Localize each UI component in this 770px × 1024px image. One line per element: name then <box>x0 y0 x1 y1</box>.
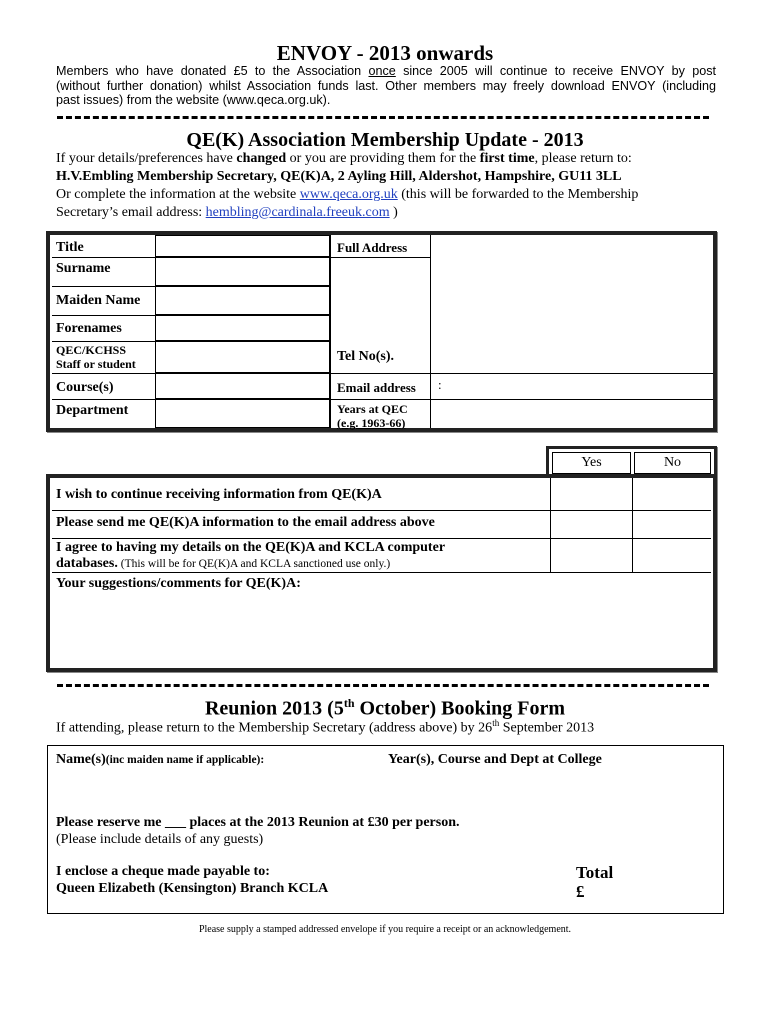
update-text: If your details/preferences have changed or you are providing them for the first time, please return to: H.V.Embling Membership Secretary, QE(K)A, 2 Ayling Hill, Aldershot, Hampshire, GU11 3LL Or complete the information at the website www.qeca.org.uk (this will be forwarded to the Membership Secretary’s email address: hembling@cardinala.freeuk.com ) <box>56 150 726 222</box>
department-label: Department <box>56 403 129 418</box>
details-form <box>46 231 717 432</box>
comments-label: Your suggestions/comments for QE(K)A: <box>56 576 301 591</box>
years-course-label: Year(s), Course and Dept at College <box>388 752 602 767</box>
total-label: Total £ <box>576 863 614 901</box>
reunion-title: Reunion 2013 (5th October) Booking Form <box>204 696 566 720</box>
years-field[interactable] <box>430 399 713 428</box>
divider-2 <box>57 684 709 687</box>
maiden-name-field[interactable] <box>155 286 330 315</box>
database-consent-no[interactable] <box>632 538 713 572</box>
no-header: No <box>634 452 711 474</box>
continue-info-question: I wish to continue receiving information from QE(K)A <box>56 487 382 502</box>
yes-no-header <box>546 446 717 477</box>
title-field[interactable] <box>155 235 330 257</box>
update-title: QE(K) Association Membership Update - 2013 <box>186 129 584 151</box>
department-field[interactable] <box>155 399 330 428</box>
years-course-field[interactable] <box>388 772 718 812</box>
full-address-label: Full Address <box>337 240 408 255</box>
comments-field[interactable] <box>52 594 711 666</box>
reserve-places-text: Please reserve me ___ places at the 2013 Reunion at £30 per person. <box>56 815 460 830</box>
guests-note: (Please include details of any guests) <box>56 832 264 847</box>
continue-info-yes[interactable] <box>550 478 632 510</box>
names-label: Name(s)(inc maiden name if applicable): <box>56 752 265 767</box>
surname-label: Surname <box>56 261 111 276</box>
preferences-form <box>46 474 717 672</box>
email-link[interactable]: hembling@cardinala.freeuk.com <box>205 205 390 220</box>
email-info-yes[interactable] <box>550 510 632 538</box>
courses-field[interactable] <box>155 373 330 399</box>
yes-header: Yes <box>552 452 631 474</box>
names-field[interactable] <box>56 772 376 812</box>
email-colon: : <box>438 377 442 392</box>
divider-1 <box>57 116 709 119</box>
total-amount-field[interactable] <box>596 882 706 902</box>
booking-form <box>47 745 724 914</box>
database-consent-question: I agree to having my details on the QE(K)A and KCLA computer databases. (This will be for QE(K)A and KCLA sanctioned use only.) <box>56 540 446 571</box>
qec-field[interactable] <box>155 341 330 373</box>
envoy-text: Members who have donated £5 to the Association once since 2005 will continue to receive ENVOY by post (without further donation) whilst Association funds last. Other members may freely download ENVOY (including past issues) from the website (www.qeca.org.uk). <box>56 64 717 107</box>
maiden-name-label: Maiden Name <box>56 293 141 308</box>
forenames-field[interactable] <box>155 315 330 341</box>
full-address-field[interactable] <box>430 235 713 373</box>
email-info-no[interactable] <box>632 510 713 538</box>
tel-label: Tel No(s). <box>337 349 395 364</box>
surname-field[interactable] <box>155 257 330 286</box>
website-link[interactable]: www.qeca.org.uk <box>299 187 398 202</box>
footer-note: Please supply a stamped addressed envelope if you require a receipt or an acknowledgement. <box>198 924 572 935</box>
title-label: Title <box>56 240 84 255</box>
courses-label: Course(s) <box>56 380 114 395</box>
forenames-label: Forenames <box>56 321 122 336</box>
qec-label: QEC/KCHSS Staff or student <box>56 343 136 371</box>
email-info-question: Please send me QE(K)A information to the email address above <box>56 515 435 530</box>
years-label: Years at QEC (e.g. 1963-66) <box>337 402 408 430</box>
secretary-address: H.V.Embling Membership Secretary, QE(K)A, 2 Ayling Hill, Aldershot, Hampshire, GU11 3LL <box>56 169 622 184</box>
envoy-title: ENVOY - 2013 onwards <box>276 41 494 65</box>
continue-info-no[interactable] <box>632 478 713 510</box>
email-field[interactable] <box>430 373 713 399</box>
cheque-text: I enclose a cheque made payable to: Queen Elizabeth (Kensington) Branch KCLA <box>56 864 329 896</box>
reunion-intro: If attending, please return to the Membership Secretary (address above) by 26th September 2013 <box>56 718 595 736</box>
database-consent-yes[interactable] <box>550 538 632 572</box>
email-address-label: Email address <box>337 380 416 395</box>
